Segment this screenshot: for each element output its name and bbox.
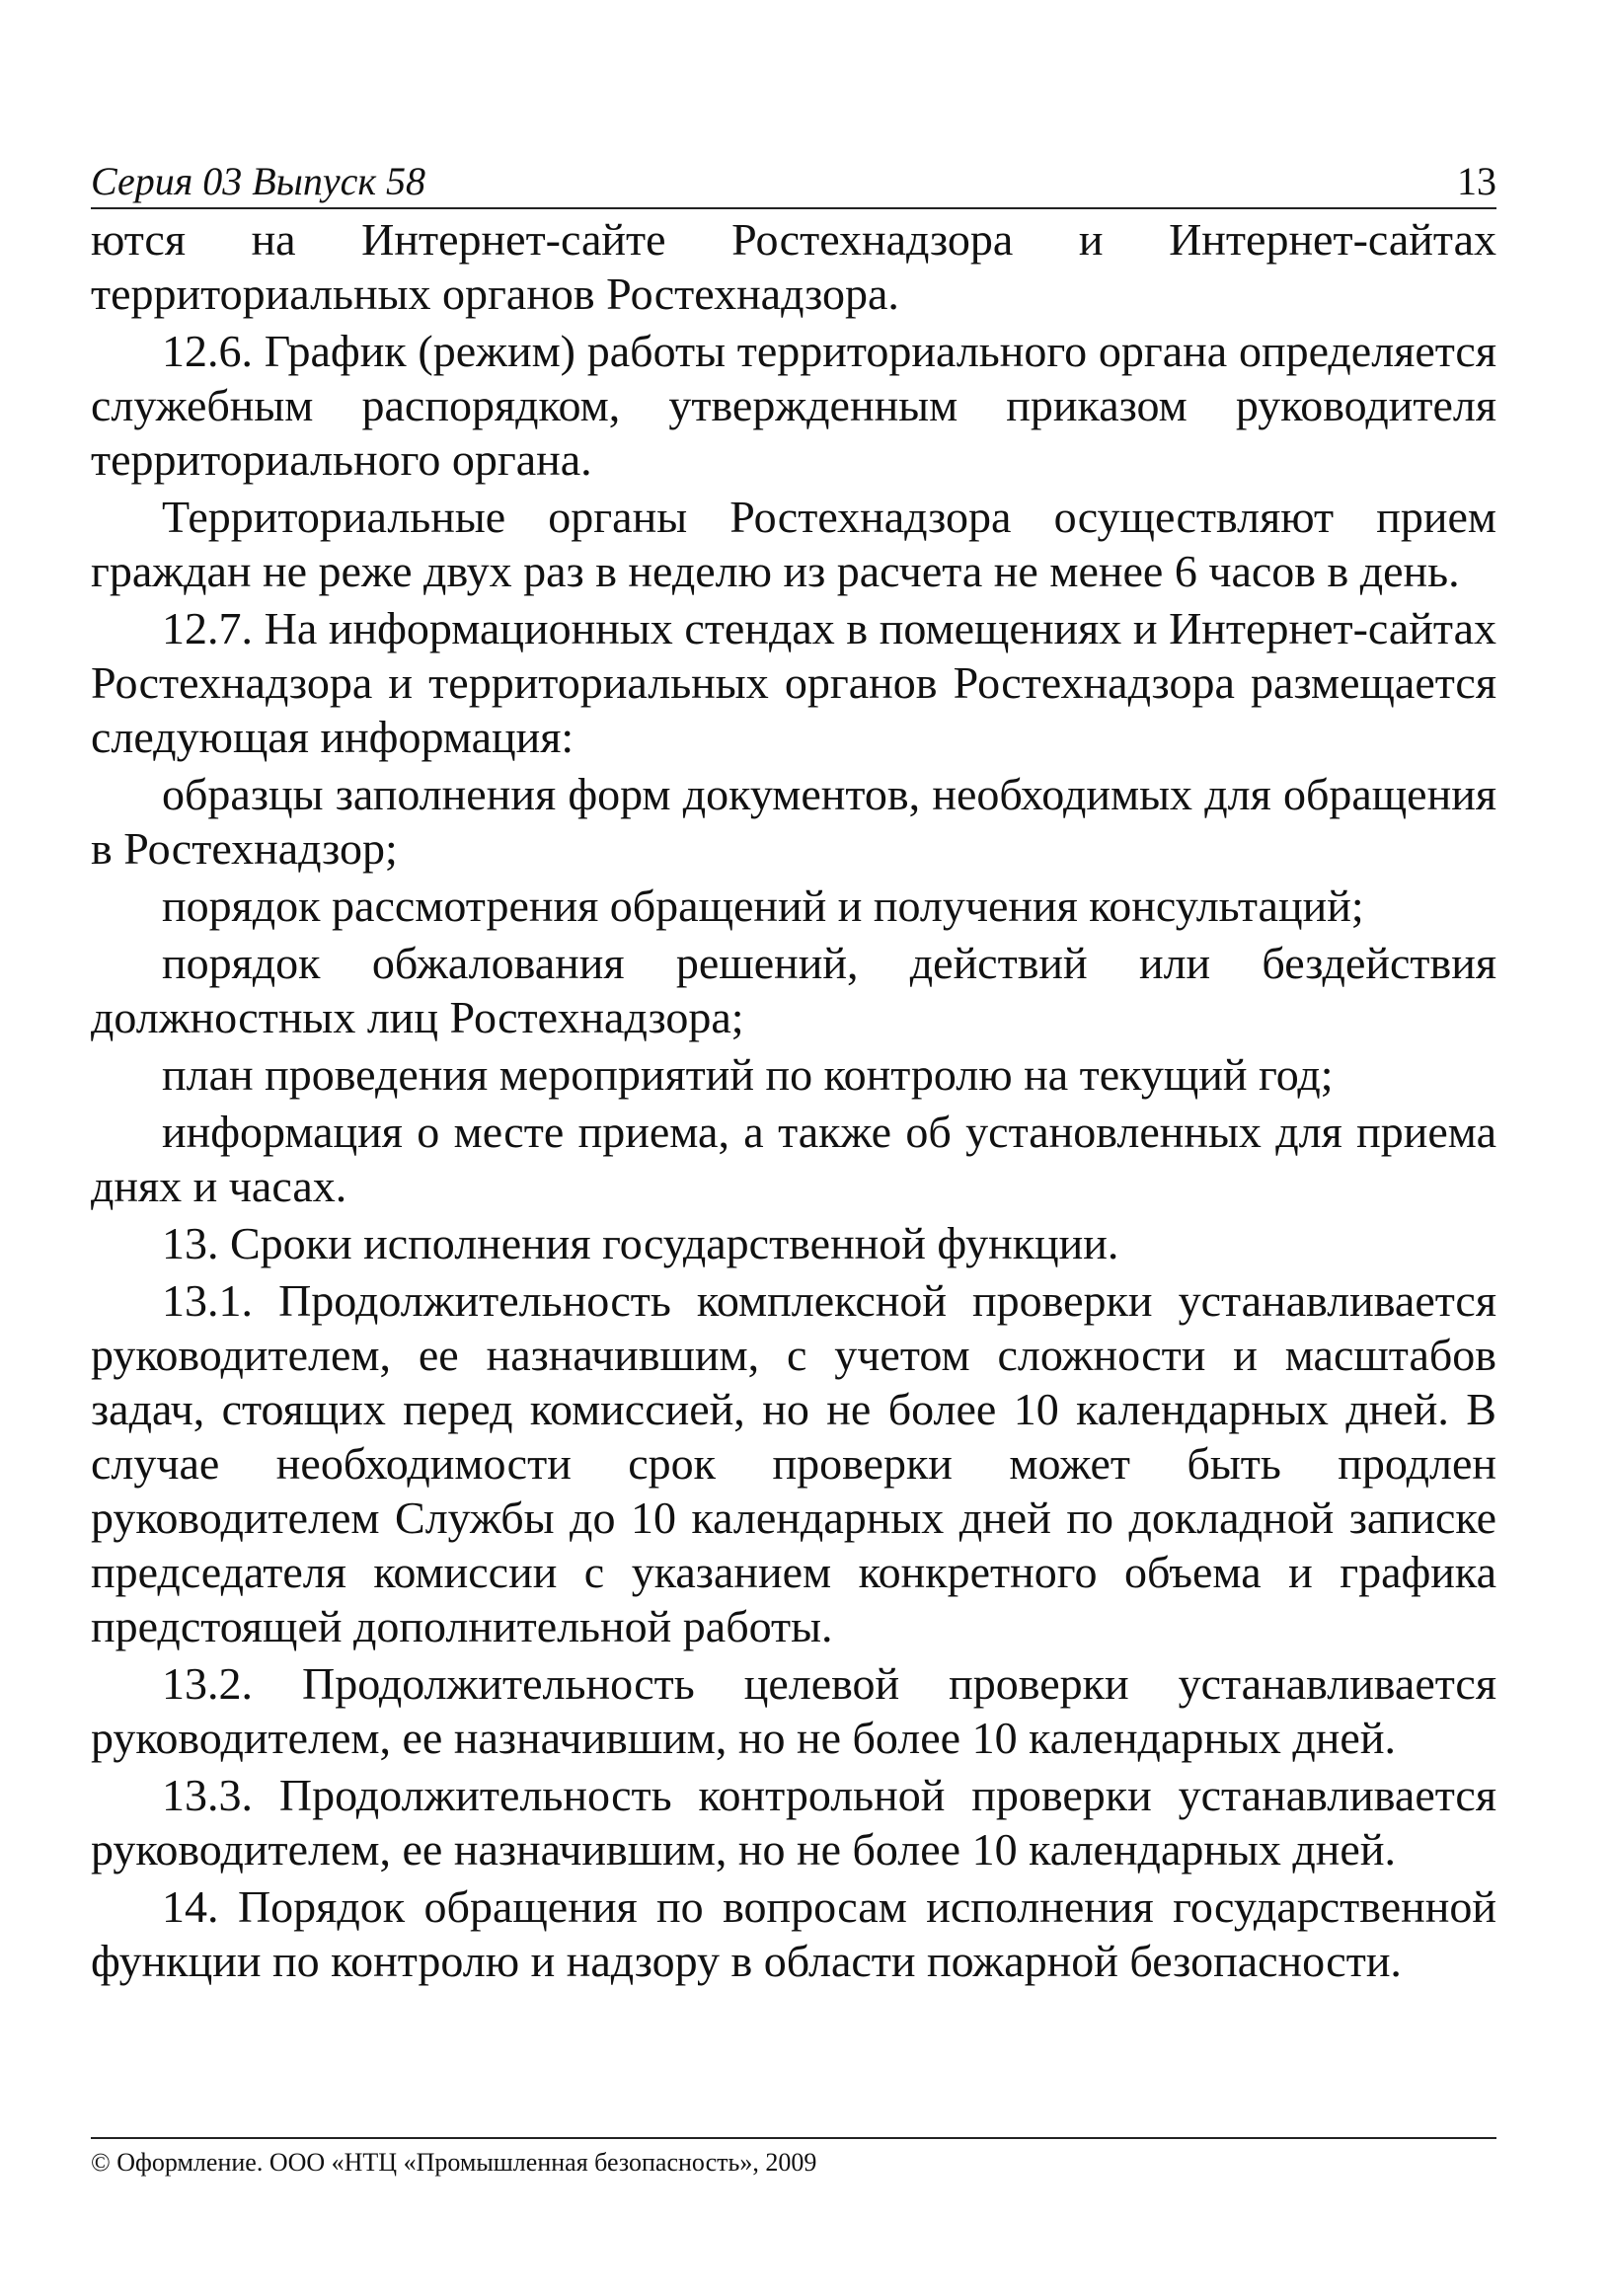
paragraph-continuation: ются на Интернет-сайте Ростехнадзора и Интернет-сайтах территориальных органов Ростехнадзора.	[91, 214, 1496, 319]
section-heading-14: 14. Порядок обращения по вопросам исполнения государственной функции по контролю и надзору в области пожарной безопасности.	[91, 1881, 1496, 1986]
paragraph-12-7: 12.7. На информационных стендах в помещениях и Интернет-сайтах Ростехнадзора и территориальных органов Ростехнадзора размещается следующая информация:	[91, 603, 1496, 762]
paragraph-13-1: 13.1. Продолжительность комплексной проверки устанавливается руководителем, ее назначившим, с учетом сложности и масштабов задач, стоящих перед комиссией, но не более 10 календарных дней. В случае необходимости срок проверки может быть продлен руководителем Службы до 10 календарных дней по докладной записке председателя комиссии с указанием конкретного объема и графика предстоящей дополнительной работы.	[91, 1275, 1496, 1651]
list-item-form-samples: образцы заполнения форм документов, необходимых для обращения в Ростехнадзор;	[91, 769, 1496, 874]
list-item-appeal-procedure: порядок обжалования решений, действий или бездействия должностных лиц Ростехнадзора;	[91, 938, 1496, 1042]
running-head: Серия 03 Выпуск 58	[91, 159, 426, 203]
list-item-review-procedure: порядок рассмотрения обращений и получения консультаций;	[162, 880, 1364, 931]
page-header	[91, 148, 1496, 209]
copyright-notice: © Оформление. ООО «НТЦ «Промышленная безопасность», 2009	[91, 2148, 817, 2177]
page-footer	[91, 2137, 1496, 2179]
paragraph-13-2: 13.2. Продолжительность целевой проверки устанавливается руководителем, ее назначившим, но не более 10 календарных дней.	[91, 1658, 1496, 1763]
paragraph-12-6: 12.6. График (режим) работы территориального органа определяется служебным распорядком, утвержденным приказом руководителя территориального органа.	[91, 326, 1496, 485]
body-text	[91, 212, 1496, 1991]
paragraph-reception-schedule: Территориальные органы Ростехнадзора осуществляют прием граждан не реже двух раз в неделю из расчета не менее 6 часов в день.	[91, 492, 1496, 596]
list-item-reception-info: информация о месте приема, а также об установленных для приема днях и часах.	[91, 1107, 1496, 1211]
list-item-control-plan: план проведения мероприятий по контролю на текущий год;	[162, 1049, 1334, 1100]
section-heading-13: 13. Сроки исполнения государственной функции.	[162, 1218, 1119, 1268]
page-number: 13	[1457, 159, 1496, 203]
paragraph-13-3: 13.3. Продолжительность контрольной проверки устанавливается руководителем, ее назначившим, но не более 10 календарных дней.	[91, 1770, 1496, 1875]
